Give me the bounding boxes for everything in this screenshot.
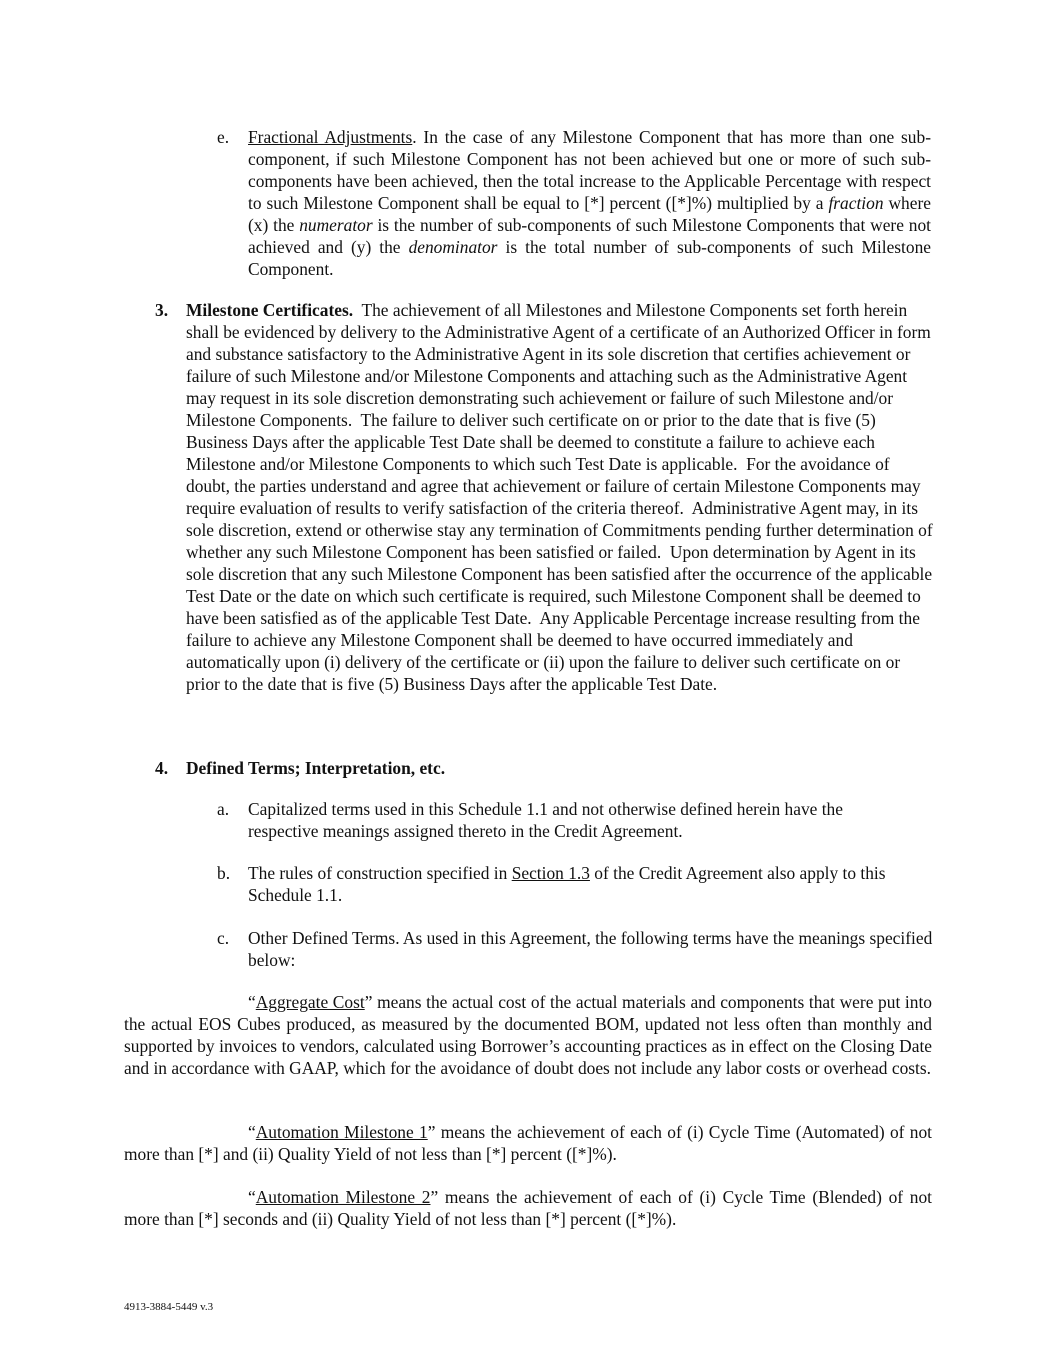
section-4-heading: Defined Terms; Interpretation, etc. (186, 758, 446, 778)
defined-term: Aggregate Cost (255, 992, 365, 1012)
defined-term: Automation Milestone 2 (255, 1187, 431, 1207)
item-b-marker: b. (217, 863, 231, 883)
item-e-text-1: . In the case of any Milestone Component that has more than one sub-component, if such Milestone Component has not been achieved but one or more of such sub-components have been achieved, then the total increase to the Applicable Percentage with respect to such Milestone Component shall be equal to [*] percent ([*]%) multiplied by a (248, 127, 931, 213)
defined-term: Automation Milestone 1 (255, 1122, 428, 1142)
item-e-text-4: is the total number of sub-components of such Milestone Component. (248, 237, 931, 279)
definition-text: ” means the actual cost of the actual materials and components that were put into the actual EOS Cubes produced, as measured by the documented BOM, updated not less often than monthly and supported by invoices to vendors, calculated using Borrower’s accounting practices as in effect on the Closing Date and in accordance with GAAP, which for the avoidance of doubt does not include any labor costs or overhead costs. (124, 992, 932, 1078)
section-3-heading: Milestone Certificates. (186, 300, 354, 320)
section-4-number: 4. (155, 758, 169, 778)
item-c-marker: c. (217, 928, 230, 948)
item-e-heading: Fractional Adjustments (248, 127, 413, 147)
item-e-paragraph (248, 126, 931, 280)
open-quote: “ (248, 1187, 256, 1207)
definition-automation-milestone-1 (124, 1121, 932, 1165)
section-3-number: 3. (155, 300, 169, 320)
item-a-marker: a. (217, 799, 230, 819)
definition-text: ” means the achievement of each of (i) Cycle Time (Blended) of not more than [*] seconds and (ii) Quality Yield of not less than [*] percent ([*]%). (124, 1187, 933, 1229)
definition-automation-milestone-2 (124, 1186, 932, 1230)
item-e-text-2: where (x) the (248, 193, 931, 235)
item-e-numerator: numerator (299, 215, 373, 235)
section-1-3-reference: Section 1.3 (511, 863, 590, 883)
item-b-text-2: of the Credit Agreement also apply to this Schedule 1.1. (248, 863, 886, 905)
item-a-paragraph: Capitalized terms used in this Schedule 1.1 and not otherwise defined herein have the respective meanings assigned thereto in the Credit Agreement. (248, 799, 843, 841)
item-c-paragraph: Other Defined Terms. As used in this Agreement, the following terms have the meanings specified below: (248, 928, 933, 970)
section-3-paragraph (186, 299, 938, 695)
open-quote: “ (248, 992, 256, 1012)
definition-aggregate-cost (124, 991, 932, 1079)
section-3-text: The achievement of all Milestones and Milestone Components set forth herein shall be evidenced by delivery to the Administrative Agent of a certificate of an Authorized Officer in form and substance satisfactory to the Administrative Agent in its sole discretion that certifies achievement or failure of such Milestone and/or Milestone Components and attaching such as the Administrative Agent may request in its sole discretion demonstrating such achievement or failure of such Milestone and/or Milestone Components. The failure to deliver such certificate on or prior to the date that is five (5) Business Days after the applicable Test Date shall be deemed to constitute a failure to achieve each Milestone and/or Milestone Components to which such Test Date is applicable. For the avoidance of doubt, the parties understand and agree that achievement or failure of certain Milestone Components may require evaluation of results to verify satisfaction of the criteria thereof. Administrative Agent may, in its sole discretion, extend or otherwise stay any termination of Commitments pending further determination of whether any such Milestone Component has been satisfied or failed. Upon determination by Agent in its sole discretion that any such Milestone Component has been satisfied after the occurrence of the applicable Test Date or the date on which such certificate is required, such Milestone Component shall be deemed to have been satisfied as of the applicable Test Date. Any Applicable Percentage increase resulting from the failure to achieve any Milestone Component shall be deemed to have occurred immediately and automatically upon (i) delivery of the certificate or (ii) upon the failure to deliver such certificate on or prior to the date that is five (5) Business Days after the applicable Test Date. (186, 300, 938, 694)
item-e-text-3: is the number of sub-components of such Milestone Components that were not achieved and (y) the (248, 215, 931, 257)
item-e-fraction: fraction (828, 193, 884, 213)
item-b-paragraph (248, 862, 928, 906)
document-id-footer: 4913-3884-5449 v.3 (124, 1301, 214, 1313)
item-b-text-1: The rules of construction specified in (248, 863, 512, 883)
definition-text: ” means the achievement of each of (i) Cycle Time (Automated) of not more than [*] and (ii) Quality Yield of not less than [*] percent ([*]%). (124, 1122, 932, 1164)
item-e-denominator: denominator (408, 237, 498, 257)
open-quote: “ (248, 1122, 256, 1142)
item-e-marker: e. (217, 127, 230, 147)
